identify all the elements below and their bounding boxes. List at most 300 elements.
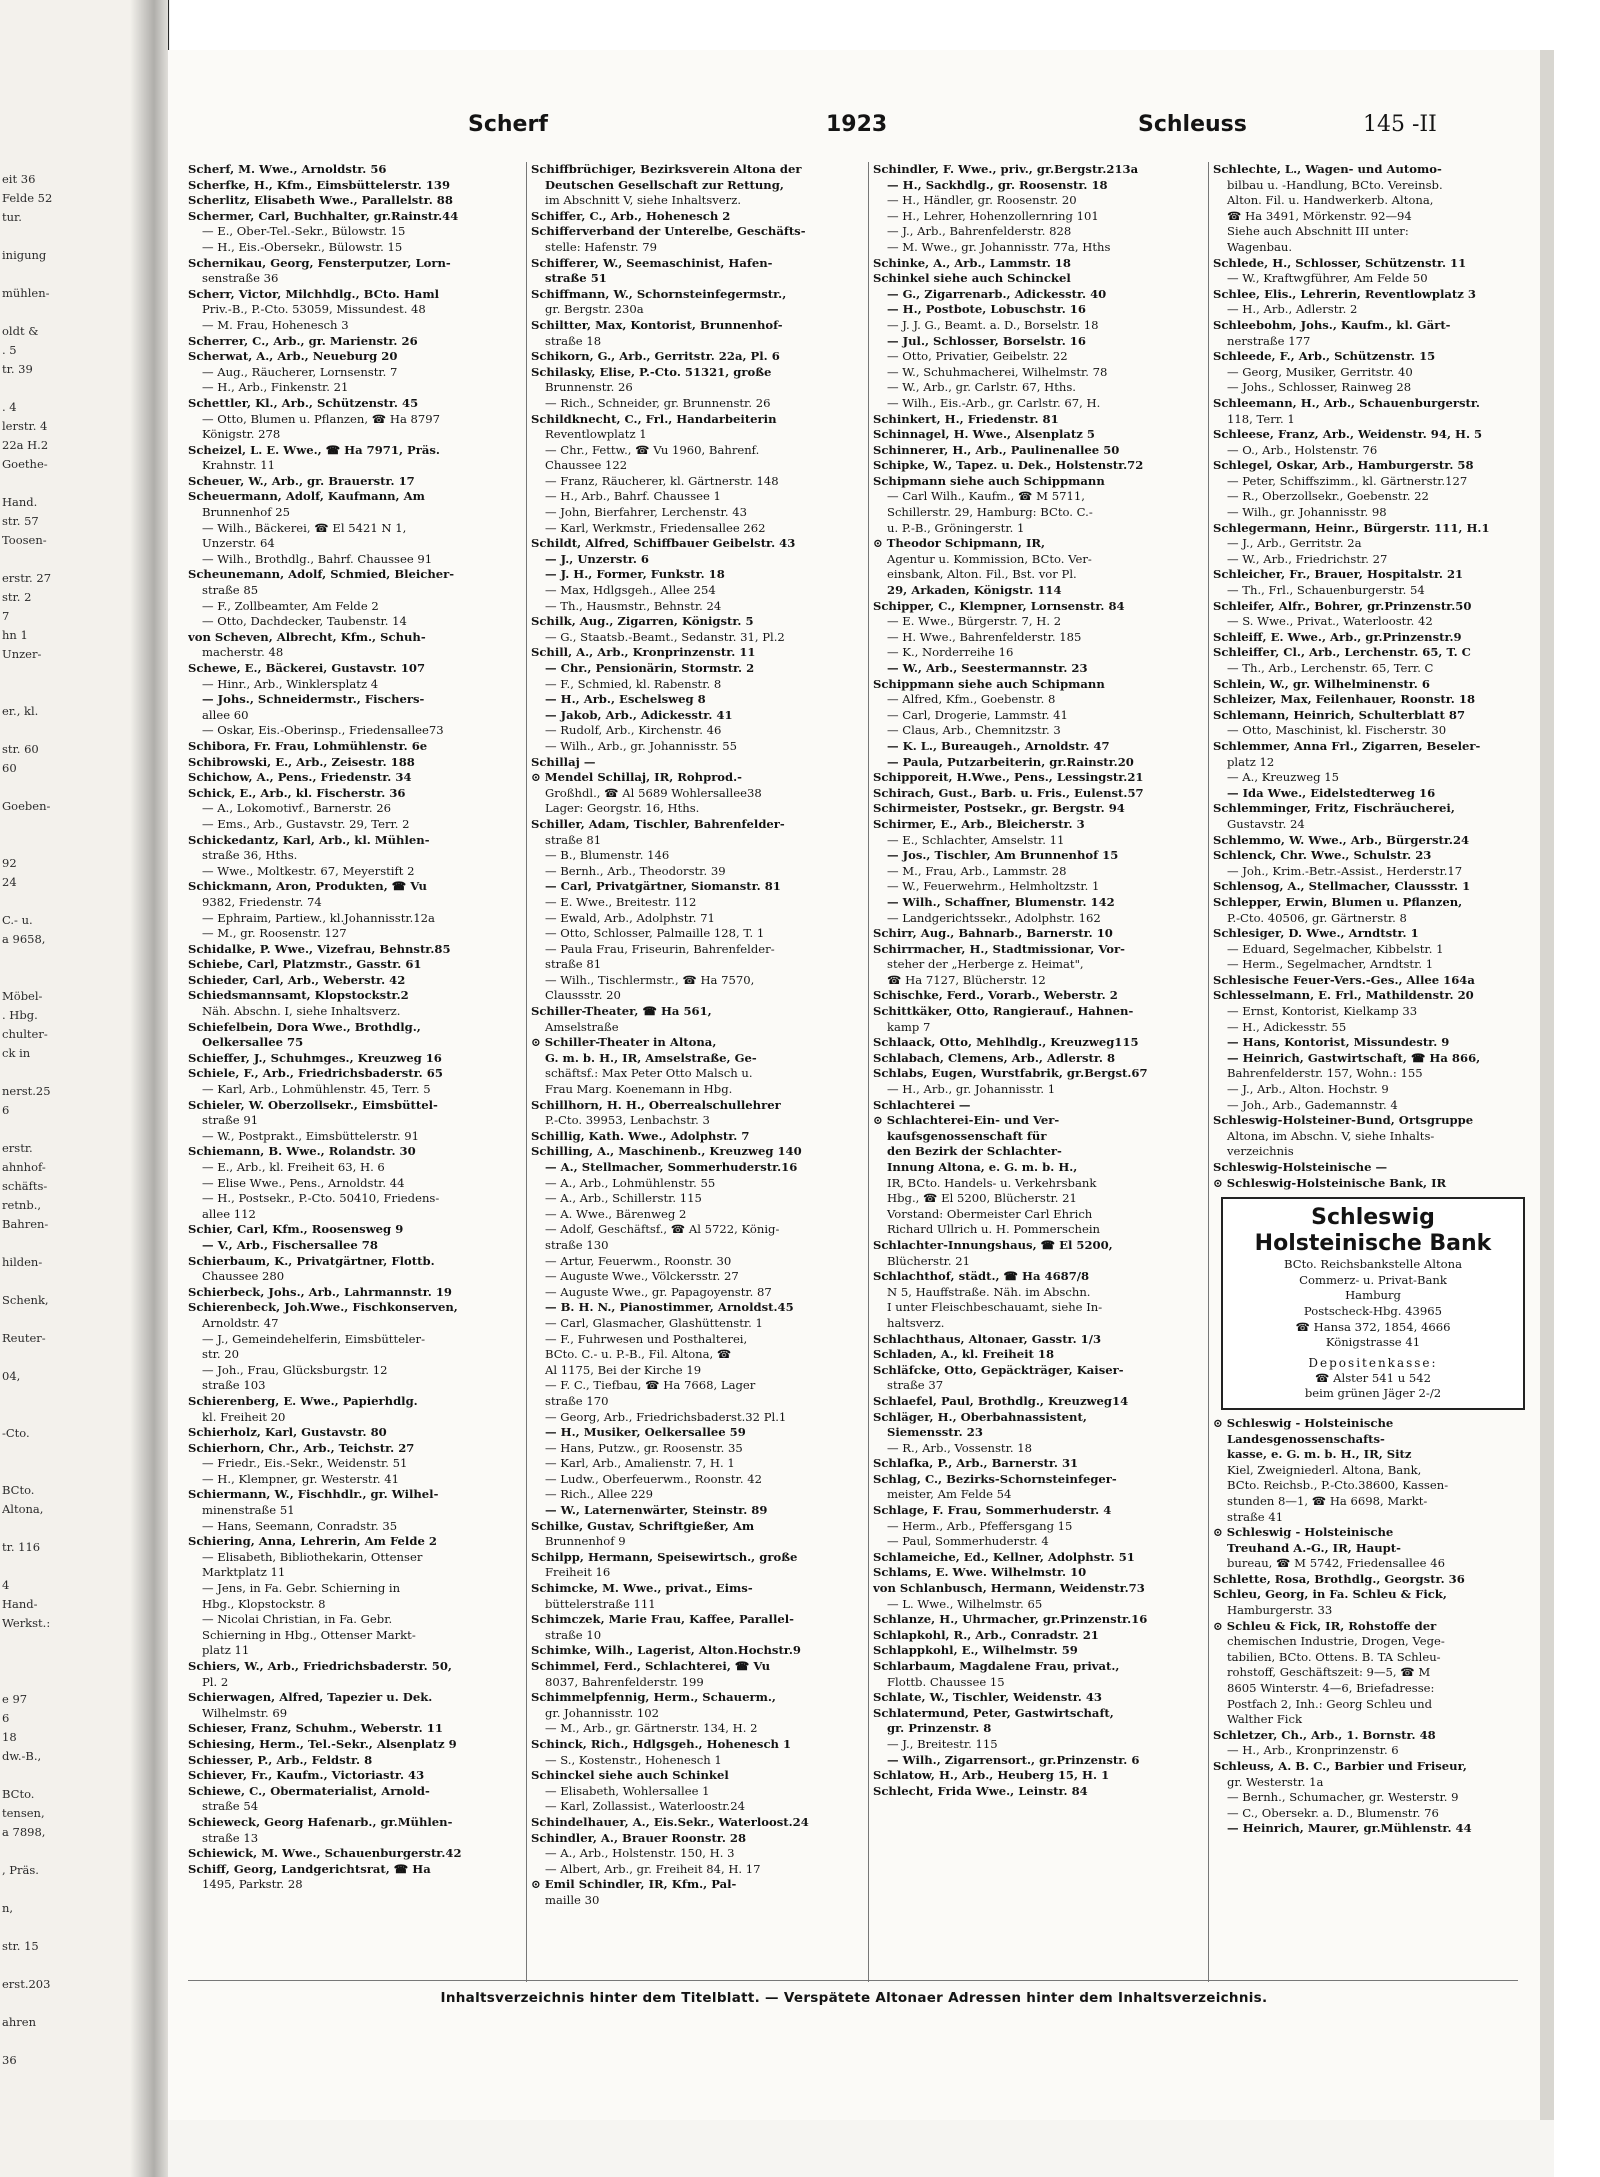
directory-entry: Scheuer, W., Arb., gr. Brauerstr. 17 [188, 473, 415, 488]
directory-entry: — Ludw., Oberfeuerwm., Roonstr. 42 [545, 1471, 762, 1486]
directory-entry: von Schlanbusch, Hermann, Weidenstr.73 [873, 1581, 1145, 1596]
directory-entry: — Wilh., Schaffner, Blumenstr. 142 [887, 894, 1115, 909]
header-left-keyword: Scherf [468, 112, 548, 137]
edge-fragment: a 7898, [2, 1825, 46, 1839]
directory-entry: — A., Arb., Schillerstr. 115 [545, 1191, 702, 1206]
directory-entry: Claussstr. 20 [545, 988, 621, 1003]
directory-entry: Schleiffer, Cl., Arb., Lerchenstr. 65, T. C [1213, 645, 1471, 660]
directory-entry: Schlegermann, Heinr., Bürgerstr. 111, H.1 [1213, 520, 1490, 535]
directory-entry: Oelkersallee 75 [202, 1035, 304, 1050]
directory-entry: Schiff, Georg, Landgerichtsrat, ☎ Ha [188, 1861, 431, 1876]
directory-entry: — F., Schmied, kl. Rabenstr. 8 [545, 676, 722, 691]
directory-entry: — Elisabeth, Wohlersallee 1 [545, 1783, 710, 1798]
directory-entry: Schittkäker, Otto, Rangierauf., Hahnen- [873, 1004, 1134, 1019]
directory-entry: — H., Arb., Finkenstr. 21 [202, 380, 349, 395]
directory-entry: Schippmann siehe auch Schipmann [873, 676, 1105, 691]
edge-fragment: Toosen- [2, 533, 47, 547]
directory-entry: rohstoff, Geschäftszeit: 9—5, ☎ M [1227, 1665, 1431, 1680]
directory-entry: — G., Staatsb.-Beamt., Sedanstr. 31, Pl.2 [545, 629, 785, 644]
edge-fragment: Felde 52 [2, 191, 53, 205]
directory-entry: — M., Arb., gr. Gärtnerstr. 134, H. 2 [545, 1721, 758, 1736]
directory-entry: — Friedr., Eis.-Sekr., Weidenstr. 51 [202, 1456, 408, 1471]
directory-entry: Schischke, Ferd., Vorarb., Weberstr. 2 [873, 988, 1118, 1003]
directory-entry: Schlensog, A., Stellmacher, Claussstr. 1 [1213, 879, 1471, 894]
directory-entry: P.-Cto. 40506, gr. Gärtnerstr. 8 [1227, 910, 1407, 925]
directory-entry: Wilhelmstr. 69 [202, 1705, 288, 1720]
directory-entry: Schlette, Rosa, Brothdlg., Georgstr. 36 [1213, 1571, 1465, 1586]
directory-entry: — H. Wwe., Bahrenfelderstr. 185 [887, 629, 1082, 644]
directory-entry: — Paul, Sommerhuderstr. 4 [887, 1534, 1049, 1549]
directory-entry: — H., Klempner, gr. Westerstr. 41 [202, 1471, 399, 1486]
directory-entry: meister, Am Felde 54 [887, 1487, 1012, 1502]
directory-entry: Unzerstr. 64 [202, 536, 275, 551]
directory-entry: — Peter, Schiffszimm., kl. Gärtnerstr.127 [1227, 473, 1468, 488]
directory-entry: P.-Cto. 39953, Lenbachstr. 3 [545, 1113, 710, 1128]
directory-entry: Hamburgerstr. 33 [1227, 1603, 1333, 1618]
directory-entry: Schlabs, Eugen, Wurstfabrik, gr.Bergst.67 [873, 1066, 1148, 1081]
directory-entry: straße 18 [545, 333, 602, 348]
directory-entry: chemischen Industrie, Drogen, Vege- [1227, 1634, 1445, 1649]
directory-entry: Blücherstr. 21 [887, 1253, 971, 1268]
directory-entry: Treuhand A.-G., IR, Haupt- [1227, 1540, 1401, 1555]
directory-entry: gr. Westerstr. 1a [1227, 1774, 1324, 1789]
ad-line: beim grünen Jäger 2-/2 [1304, 1386, 1442, 1401]
directory-entry: Schierenbeck, Joh.Wwe., Fischkonserven, [188, 1300, 458, 1315]
directory-entry: von Scheven, Albrecht, Kfm., Schuh- [188, 629, 426, 644]
directory-entry: — Otto, Dachdecker, Taubenstr. 14 [202, 614, 407, 629]
directory-entry: — W., Laternenwärter, Steinstr. 89 [545, 1503, 768, 1518]
directory-entry: bureau, ☎ M 5742, Friedensallee 46 [1227, 1556, 1445, 1571]
directory-entry: Scherfke, H., Kfm., Eimsbüttelerstr. 139 [188, 177, 451, 192]
directory-entry: Kiel, Zweigniederl. Altona, Bank, [1227, 1462, 1422, 1477]
edge-fragment: str. 15 [2, 1939, 39, 1953]
edge-fragment: . 4 [2, 400, 17, 414]
page-header [168, 112, 1540, 152]
directory-entry: Schlenck, Chr. Wwe., Schulstr. 23 [1213, 848, 1432, 863]
directory-entry: Schikorn, G., Arb., Gerritstr. 22a, Pl. 6 [531, 349, 780, 364]
directory-entry: Schlams, E. Wwe. Wilhelmstr. 10 [873, 1565, 1087, 1580]
directory-entry: Schieser, Franz, Schuhm., Weberstr. 11 [188, 1721, 443, 1736]
directory-entry: Schirrmacher, H., Stadtmissionar, Vor- [873, 941, 1125, 956]
directory-entry: — Chr., Pensionärin, Stormstr. 2 [545, 661, 755, 675]
directory-entry: Lager: Georgstr. 16, Hths. [545, 801, 700, 816]
directory-entry: Scherwat, A., Arb., Neueburg 20 [188, 349, 398, 364]
directory-entry: Scherf, M. Wwe., Arnoldstr. 56 [188, 162, 387, 176]
directory-entry: — H., Eis.-Obersekr., Bülowstr. 15 [202, 239, 403, 254]
directory-entry: straße 103 [202, 1378, 266, 1393]
directory-entry: Schierbaum, K., Privatgärtner, Flottb. [188, 1253, 435, 1268]
directory-entry: Scherlitz, Elisabeth Wwe., Parallelstr. 88 [188, 193, 453, 208]
directory-entry: — A., Lokomotivf., Barnerstr. 26 [202, 801, 392, 816]
directory-entry: schäftsf.: Max Peter Otto Malsch u. [545, 1066, 753, 1081]
edge-fragment: Altona, [2, 1502, 44, 1516]
directory-entry: — Carl Wilh., Kaufm., ☎ M 5711, [887, 489, 1085, 504]
directory-entry: — A., Stellmacher, Sommerhuderstr.16 [545, 1160, 798, 1174]
directory-entry: Schibora, Fr. Frau, Lohmühlenstr. 6e [188, 738, 428, 753]
directory-entry: ⊙ Schleswig - Holsteinische [1213, 1525, 1394, 1540]
directory-entry: Schierholz, Karl, Gustavstr. 80 [188, 1425, 387, 1440]
directory-entry: Schiffer, C., Arb., Hohenesch 2 [531, 208, 731, 223]
directory-entry: straße 41 [1227, 1509, 1284, 1524]
directory-entry: — Wilh., Eis.-Arb., gr. Carlstr. 67, H. [887, 395, 1101, 410]
ad-title-line-2: Holsteinische Bank [1254, 1231, 1492, 1257]
directory-entry: Schleizer, Max, Feilenhauer, Roonstr. 18 [1213, 692, 1476, 707]
directory-entry: Schifferverband der Unterelbe, Geschäfts- [531, 224, 806, 239]
edge-fragment: 60 [2, 761, 17, 775]
directory-entry: — Elisabeth, Bibliothekarin, Ottenser [202, 1549, 423, 1564]
directory-entry: Schiebe, Carl, Platzmstr., Gasstr. 61 [188, 957, 422, 972]
edge-fragment: 6 [2, 1711, 10, 1725]
directory-entry: — Jul., Schlosser, Borselstr. 16 [887, 333, 1086, 348]
directory-entry: — Ida Wwe., Eidelstedterweg 16 [1227, 785, 1436, 800]
directory-entry: steher der „Herberge z. Heimat", [887, 957, 1084, 972]
directory-entry: Schleuss, A. B. C., Barbier und Friseur, [1213, 1759, 1467, 1773]
directory-entry: Schiers, W., Arb., Friedrichsbaderstr. 50, [188, 1659, 452, 1673]
directory-entry: — Johs., Schneidermstr., Fischers- [202, 692, 425, 707]
edge-fragment: erstr. [2, 1141, 33, 1155]
edge-fragment: tr. 116 [2, 1540, 41, 1554]
directory-entry: Schillaj — [531, 754, 596, 769]
directory-entry: — Otto, Maschinist, kl. Fischerstr. 30 [1227, 723, 1447, 738]
directory-entry: straße 54 [202, 1799, 259, 1814]
directory-entry: straße 170 [545, 1393, 609, 1408]
edge-fragment: -Cto. [2, 1426, 30, 1440]
directory-entry: Walther Fick [1227, 1712, 1303, 1727]
directory-entry: stelle: Hafenstr. 79 [545, 239, 657, 254]
directory-entry: — Max, Hdlgsgeh., Allee 254 [545, 583, 716, 598]
edge-fragment: inigung [2, 248, 47, 262]
directory-entry: Schleemann, H., Arb., Schauenburgerstr. [1213, 395, 1480, 410]
directory-entry: Innung Altona, e. G. m. b. H., [887, 1160, 1078, 1174]
directory-entry: Schlatermund, Peter, Gastwirtschaft, [873, 1705, 1114, 1720]
directory-entry: — Ems., Arb., Gustavstr. 29, Terr. 2 [202, 816, 410, 831]
directory-entry: einsbank, Alton. Fil., Bst. vor Pl. [887, 567, 1077, 582]
directory-entry: allee 60 [202, 707, 249, 722]
directory-entry: Frau Marg. Koenemann in Hbg. [545, 1082, 733, 1097]
directory-entry: — W., Feuerwehrm., Helmholtzstr. 1 [887, 879, 1100, 894]
directory-entry: Schimcke, M. Wwe., privat., Eims- [531, 1581, 753, 1596]
directory-entry: — Joh., Frau, Glücksburgstr. 12 [202, 1362, 388, 1377]
directory-entry: Scherr, Victor, Milchhdlg., BCto. Haml [188, 286, 439, 301]
directory-entry: Hbg., ☎ El 5200, Blücherstr. 21 [887, 1191, 1077, 1206]
directory-entry: Schlee, Elis., Lehrerin, Reventlowplatz 3 [1213, 286, 1476, 301]
directory-entry: ⊙ Schleswig - Holsteinische [1213, 1415, 1394, 1430]
directory-entry: Schlesselmann, E. Frl., Mathildenstr. 20 [1213, 988, 1474, 1003]
bank-advertisement [1221, 1197, 1525, 1410]
directory-entry: Schlaefel, Paul, Brothdlg., Kreuzweg14 [873, 1393, 1129, 1408]
directory-entry: Hbg., Klopstockstr. 8 [202, 1596, 326, 1611]
directory-entry: u. P.-B., Gröningerstr. 1 [887, 520, 1025, 535]
directory-entry: Schilk, Aug., Zigarren, Königstr. 5 [531, 614, 754, 629]
directory-entry: Schleede, F., Arb., Schützenstr. 15 [1213, 349, 1436, 364]
directory-entry: — Karl, Zollassist., Waterloostr.24 [545, 1799, 745, 1814]
edge-fragment: str. 2 [2, 590, 32, 604]
directory-entry: — Alfred, Kfm., Goebenstr. 8 [887, 692, 1056, 707]
directory-entry: Schinkel siehe auch Schinckel [873, 271, 1071, 286]
directory-entry: Schiele, F., Arb., Friedrichsbaderstr. 65 [188, 1066, 443, 1081]
edge-fragment: Werkst.: [2, 1616, 51, 1630]
directory-entry: — Rich., Schneider, gr. Brunnenstr. 26 [545, 395, 771, 410]
edge-fragment: erst.203 [2, 1977, 51, 1991]
edge-fragment: nerst.25 [2, 1084, 51, 1098]
directory-entry: — Wwe., Moltkestr. 67, Meyerstift 2 [202, 863, 415, 878]
directory-entry: straße 51 [545, 271, 607, 286]
directory-entry: Bahrenfelderstr. 157, Wohn.: 155 [1227, 1066, 1423, 1081]
directory-entry: — Carl, Privatgärtner, Siomanstr. 81 [545, 879, 781, 894]
directory-entry: — Adolf, Geschäftsf., ☎ Al 5722, König- [545, 1222, 780, 1237]
directory-entry: Schleiff, E. Wwe., Arb., gr.Prinzenstr.9 [1213, 629, 1462, 644]
directory-entry: Schlafka, P., Arb., Barnerstr. 31 [873, 1456, 1079, 1471]
directory-entry: — W., Schuhmacherei, Wilhelmstr. 78 [887, 364, 1108, 379]
directory-entry: — Herm., Arb., Pfeffersgang 15 [887, 1518, 1073, 1533]
directory-columns [188, 162, 1528, 1982]
directory-entry: Schleswig-Holsteiner-Bund, Ortsgruppe [1213, 1113, 1474, 1128]
directory-entry: — H., Arb., Bahrf. Chaussee 1 [545, 489, 721, 504]
directory-entry: Schlanze, H., Uhrmacher, gr.Prinzenstr.16 [873, 1612, 1148, 1627]
edge-fragment: BCto. [2, 1483, 35, 1497]
directory-entry: ⊙ Schiller-Theater in Altona, [531, 1035, 717, 1050]
directory-entry: Schernikau, Georg, Fensterputzer, Lorn- [188, 255, 451, 270]
directory-entry: Schildknecht, C., Frl., Handarbeiterin [531, 411, 777, 426]
directory-entry: Gustavstr. 24 [1227, 816, 1305, 831]
directory-entry: Schichow, A., Pens., Friedenstr. 34 [188, 770, 412, 785]
directory-entry: Schipke, W., Tapez. u. Dek., Holstenstr.72 [873, 458, 1144, 473]
directory-entry: Schinke, A., Arb., Lammstr. 18 [873, 255, 1071, 270]
directory-entry: — H., Lehrer, Hohenzollernring 101 [887, 208, 1099, 223]
directory-entry: senstraße 36 [202, 271, 279, 286]
directory-entry: Scheizel, L. E. Wwe., ☎ Ha 7971, Präs. [188, 442, 440, 457]
directory-entry: Schipper, C., Klempner, Lornsenstr. 84 [873, 598, 1125, 613]
directory-entry: Schettler, Kl., Arb., Schützenstr. 45 [188, 395, 419, 410]
directory-entry: — Wilh., Tischlermstr., ☎ Ha 7570, [545, 972, 755, 987]
edge-fragment: . 5 [2, 343, 17, 357]
directory-entry: Schimczek, Marie Frau, Kaffee, Parallel- [531, 1612, 794, 1627]
directory-entry: Amselstraße [545, 1019, 619, 1034]
directory-entry: — M., Frau, Arb., Lammstr. 28 [887, 863, 1067, 878]
directory-entry: — K. L., Bureaugeh., Arnoldstr. 47 [887, 738, 1110, 753]
directory-entry: haltsverz. [887, 1315, 945, 1330]
directory-entry: Schläfcke, Otto, Gepäckträger, Kaiser- [873, 1362, 1124, 1377]
edge-fragment: chulter- [2, 1027, 48, 1041]
edge-fragment: tensen, [2, 1806, 45, 1820]
directory-entry: — Rudolf, Arb., Kirchenstr. 46 [545, 723, 722, 738]
directory-entry: Schimmel, Ferd., Schlachterei, ☎ Vu [531, 1659, 771, 1673]
directory-entry: Schlaack, Otto, Mehlhdlg., Kreuzweg115 [873, 1035, 1139, 1050]
directory-entry: — S. Wwe., Privat., Waterloostr. 42 [1227, 614, 1433, 629]
directory-entry: kamp 7 [887, 1019, 931, 1034]
directory-entry: Schiering, Anna, Lehrerin, Am Felde 2 [188, 1534, 437, 1549]
directory-entry: Siehe auch Abschnitt III unter: [1227, 224, 1409, 239]
directory-entry: ⊙ Theodor Schipmann, IR, [873, 536, 1046, 551]
ad-title-line-1: Schleswig [1311, 1205, 1435, 1231]
book-binding-shadow [130, 0, 170, 2177]
directory-entry: Marktplatz 11 [202, 1565, 286, 1580]
directory-entry: Reventlowplatz 1 [545, 427, 647, 442]
edge-fragment: 6 [2, 1103, 10, 1117]
directory-entry: kaufsgenossenschaft für [887, 1128, 1047, 1143]
directory-entry: Schiesser, P., Arb., Feldstr. 8 [188, 1752, 373, 1767]
directory-entry: Arnoldstr. 47 [202, 1315, 279, 1330]
directory-entry: 118, Terr. 1 [1227, 411, 1295, 426]
edge-fragment: Hand- [2, 1597, 38, 1611]
directory-entry: Schiever, Fr., Kaufm., Victoriastr. 43 [188, 1768, 425, 1783]
directory-entry: Schindelhauer, A., Eis.Sekr., Waterloost.24 [531, 1814, 809, 1829]
edge-fragment: mühlen- [2, 286, 50, 300]
directory-entry: — Karl, Arb., Amalienstr. 7, H. 1 [545, 1456, 735, 1471]
directory-entry: Scherrer, C., Arb., gr. Marienstr. 26 [188, 333, 418, 348]
directory-entry: Schiefelbein, Dora Wwe., Brothdlg., [188, 1019, 421, 1034]
directory-entry: 9382, Friedenstr. 74 [202, 894, 322, 909]
directory-entry: Schierbeck, Johs., Arb., Lahrmannstr. 19 [188, 1284, 452, 1299]
directory-entry: platz 12 [1227, 754, 1275, 769]
directory-entry: bilbau u. -Handlung, BCto. Vereinsb. [1227, 177, 1443, 192]
directory-entry: Schlate, W., Tischler, Weidenstr. 43 [873, 1690, 1102, 1705]
directory-entry: — B. H. N., Pianostimmer, Arnoldst.45 [545, 1300, 794, 1315]
ad-line: Königstrasse 41 [1325, 1335, 1421, 1350]
directory-entry: Schilke, Gustav, Schriftgießer, Am [531, 1518, 755, 1533]
directory-entry: Schlein, W., gr. Wilhelminenstr. 6 [1213, 676, 1430, 691]
directory-entry: Schleicher, Fr., Brauer, Hospitalstr. 21 [1213, 567, 1464, 582]
directory-entry: BCto. C.- u. P.-B., Fil. Altona, ☎ [545, 1347, 732, 1362]
column-4-entries [1213, 162, 1533, 1191]
directory-entry: Schimmelpfennig, Herm., Schauerm., [531, 1690, 776, 1705]
directory-entry: Schinnagel, H. Wwe., Alsenplatz 5 [873, 427, 1095, 442]
directory-entry: Chaussee 122 [545, 458, 628, 473]
directory-entry: — Landgerichtssekr., Adolphstr. 162 [887, 910, 1101, 925]
directory-entry: — Herm., Segelmacher, Arndtstr. 1 [1227, 957, 1434, 972]
directory-entry: nerstraße 177 [1227, 333, 1311, 348]
directory-entry: Schirr, Aug., Bahnarb., Barnerstr. 10 [873, 926, 1113, 941]
edge-fragment: retnb., [2, 1198, 42, 1212]
edge-fragment: Hand. [2, 495, 38, 509]
edge-fragment: Bahren- [2, 1217, 49, 1231]
directory-entry: — E. Wwe., Breitestr. 112 [545, 894, 697, 909]
directory-entry: — K., Norderreihe 16 [887, 645, 1014, 660]
edge-fragment: 24 [2, 875, 17, 889]
edge-fragment: hilden- [2, 1255, 43, 1269]
directory-entry: Schierenberg, E. Wwe., Papierhdlg. [188, 1393, 418, 1408]
directory-entry: — Carl, Drogerie, Lammstr. 41 [887, 707, 1068, 722]
directory-entry: Schleu, Georg, in Fa. Schleu & Fick, [1213, 1587, 1447, 1602]
edge-fragment: Reuter- [2, 1331, 46, 1345]
directory-entry: Schleswig-Holsteinische — [1213, 1160, 1388, 1174]
directory-entry: — Karl, Werkmstr., Friedensallee 262 [545, 520, 766, 535]
directory-entry: Agentur u. Kommission, BCto. Ver- [887, 551, 1092, 566]
edge-fragment: ahnhof- [2, 1160, 46, 1174]
directory-entry: — Th., Hausmstr., Behnstr. 24 [545, 598, 722, 613]
directory-entry: Großhdl., ☎ Al 5689 Wohlersallee38 [545, 785, 762, 800]
header-year: 1923 [826, 112, 888, 137]
directory-entry: — H., Sackhdlg., gr. Roosenstr. 18 [887, 177, 1108, 192]
directory-entry: Schlepper, Erwin, Blumen u. Pflanzen, [1213, 894, 1463, 909]
directory-entry: — H., Postbote, Lobuschstr. 16 [887, 302, 1086, 317]
directory-entry: — Artur, Feuerwm., Roonstr. 30 [545, 1253, 732, 1268]
header-right-keyword: Schleuss [1138, 112, 1247, 137]
directory-entry: Schlatow, H., Arb., Heuberg 15, H. 1 [873, 1768, 1110, 1783]
directory-entry: Schlage, F. Frau, Sommerhuderstr. 4 [873, 1503, 1112, 1518]
directory-entry: — Auguste Wwe., gr. Papagoyenstr. 87 [545, 1284, 772, 1299]
directory-entry: Schleebohm, Johs., Kaufm., kl. Gärt- [1213, 317, 1451, 332]
directory-entry: — Paula, Putzarbeiterin, gr.Rainstr.20 [887, 754, 1134, 769]
directory-entry: — Jens, in Fa. Gebr. Schierning in [202, 1581, 401, 1596]
directory-entry: ☎ Ha 7127, Blücherstr. 12 [887, 972, 1046, 987]
edge-fragment: dw.-B., [2, 1749, 42, 1763]
directory-entry: — Otto, Privatier, Geibelstr. 22 [887, 349, 1068, 364]
edge-fragment: Möbel- [2, 989, 43, 1003]
directory-entry: — W., Kraftwgführer, Am Felde 50 [1227, 271, 1428, 286]
directory-entry: — Carl, Glasmacher, Glashüttenstr. 1 [545, 1315, 763, 1330]
directory-entry: ⊙ Schleu & Fick, IR, Rohstoffe der [1213, 1618, 1437, 1633]
directory-entry: Schiesing, Herm., Tel.-Sekr., Alsenplatz 9 [188, 1736, 457, 1751]
directory-entry: Schlachthaus, Altonaer, Gasstr. 1/3 [873, 1331, 1102, 1346]
directory-entry: Schibrowski, E., Arb., Zeisestr. 188 [188, 754, 415, 769]
directory-entry: Schidalke, P. Wwe., Vizefrau, Behnstr.85 [188, 941, 451, 956]
directory-entry: — Joh., Arb., Gademannstr. 4 [1227, 1097, 1398, 1112]
directory-entry: — W., Arb., Friedrichstr. 27 [1227, 551, 1388, 566]
ad-line: ☎ Alster 541 u 542 [1315, 1370, 1431, 1385]
directory-entry: Schewe, E., Bäckerei, Gustavstr. 107 [188, 661, 426, 675]
directory-entry: — Bernh., Arb., Theodorstr. 39 [545, 863, 726, 878]
directory-entry: — O., Arb., Holstenstr. 76 [1227, 442, 1378, 457]
directory-entry: — H., Postsekr., P.-Cto. 50410, Friedens- [202, 1191, 440, 1206]
directory-entry: straße 130 [545, 1237, 609, 1252]
directory-entry: — R., Arb., Vossenstr. 18 [887, 1440, 1032, 1455]
directory-entry: — Hans, Seemann, Conradstr. 35 [202, 1518, 398, 1533]
directory-entry: Schinkert, H., Friedenstr. 81 [873, 411, 1059, 426]
directory-entry: — J. J. G., Beamt. a. D., Borselstr. 18 [887, 317, 1099, 332]
directory-entry: Schletzer, Ch., Arb., 1. Bornstr. 48 [1213, 1727, 1436, 1742]
directory-entry: — F. C., Tiefbau, ☎ Ha 7668, Lager [545, 1378, 756, 1393]
edge-fragment: Schenk, [2, 1293, 49, 1307]
edge-fragment: str. 60 [2, 742, 39, 756]
directory-entry: Schiewick, M. Wwe., Schauenburgerstr.42 [188, 1846, 462, 1861]
directory-entry: — Rich., Allee 229 [545, 1487, 654, 1502]
edge-fragment: 04, [2, 1369, 21, 1383]
edge-fragment: tr. 39 [2, 362, 33, 376]
directory-entry: Schick, E., Arb., kl. Fischerstr. 36 [188, 785, 406, 800]
directory-entry: — H., Arb., Kronprinzenstr. 6 [1227, 1743, 1399, 1758]
directory-entry: — S., Kostenstr., Hohenesch 1 [545, 1752, 722, 1767]
edge-fragment: Goeben- [2, 799, 51, 813]
directory-entry: Schlechte, L., Wagen- und Automo- [1213, 162, 1442, 176]
directory-entry: Königstr. 278 [202, 427, 281, 442]
directory-entry: Schlemann, Heinrich, Schulterblatt 87 [1213, 707, 1466, 722]
directory-entry: Schlesische Feuer-Vers.-Ges., Allee 164a [1213, 972, 1475, 987]
directory-entry: kl. Freiheit 20 [202, 1409, 286, 1424]
directory-entry: — H., Arb., Eschelsweg 8 [545, 692, 706, 707]
edge-fragment: n, [2, 1901, 14, 1915]
directory-entry: — Ephraim, Partiew., kl.Johannisstr.12a [202, 910, 435, 925]
directory-entry: Schlegel, Oskar, Arb., Hamburgerstr. 58 [1213, 458, 1474, 473]
directory-entry: Schlachter-Innungshaus, ☎ El 5200, [873, 1237, 1113, 1252]
directory-entry: — Bernh., Schumacher, gr. Westerstr. 9 [1227, 1790, 1459, 1805]
directory-entry: Schirmer, E., Arb., Bleicherstr. 3 [873, 816, 1085, 831]
directory-entry: — J., Arb., Bahrenfelderstr. 828 [887, 224, 1072, 239]
directory-entry: — Elise Wwe., Pens., Arnoldstr. 44 [202, 1175, 405, 1190]
directory-entry: Schlarbaum, Magdalene Frau, privat., [873, 1659, 1120, 1673]
directory-entry: Schlag, C., Bezirks-Schornsteinfeger- [873, 1471, 1117, 1486]
edge-fragment: C.- u. [2, 913, 33, 927]
directory-entry: — Heinrich, Maurer, gr.Mühlenstr. 44 [1227, 1821, 1472, 1836]
directory-entry: Schiffmann, W., Schornsteinfegermstr., [531, 286, 787, 301]
directory-entry: tabilien, BCto. Ottens. B. TA Schleu- [1227, 1649, 1441, 1664]
directory-entry: Flottb. Chaussee 15 [887, 1674, 1005, 1689]
directory-page [168, 50, 1554, 2120]
directory-entry: gr. Prinzenstr. 8 [887, 1721, 992, 1736]
ad-line: ☎ Hansa 372, 1854, 4666 [1295, 1319, 1451, 1334]
column-2 [526, 162, 865, 1982]
directory-entry: — Ernst, Kontorist, Kielkamp 33 [1227, 1004, 1418, 1019]
